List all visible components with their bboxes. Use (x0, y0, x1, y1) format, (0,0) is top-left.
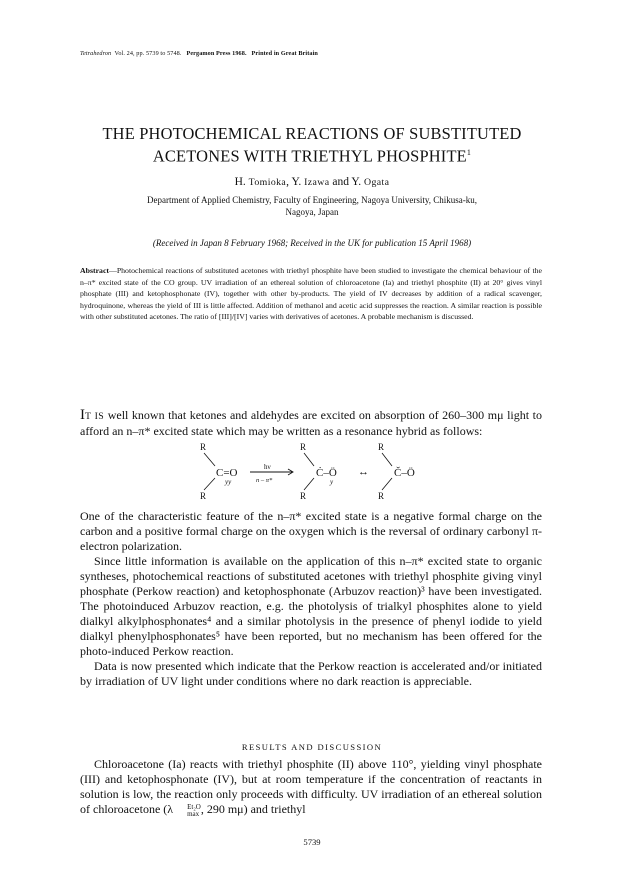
paragraph-intro (80, 408, 542, 439)
scheme-carbonyl-1: C=O (216, 467, 238, 479)
author-1-initial: H. (234, 176, 249, 188)
scheme-excited-2: Č–Ö (394, 467, 415, 479)
journal-citation: Vol. 24, pp. 5739 to 5748. (114, 50, 182, 57)
scheme-r-top-3: R (378, 442, 385, 452)
author-list (0, 176, 624, 188)
intro-text: well known that ketones and aldehydes are excited on absorption of 260–300 mμ light to afford an n–π* excited state which may be written as a resonance hybrid as follows: (80, 408, 542, 438)
scheme-r-top-1: R (200, 442, 207, 452)
scheme-n-pi: n – π* (256, 477, 273, 484)
affiliation-line-2: Nagoya, Japan (285, 206, 339, 217)
abstract-text: —Photochemical reactions of substituted acetones with triethyl phosphite have been studied to investigate the chemical behaviour of the n–π* excited state of the CO group. UV irradiation of an ethereal solution of chloroacetone (Ia) and triethyl phosphite (II) at 20° gives vinyl phosphate (III) and ketophosphonate (IV), together with other by-products. The yield of IV decreases by addition of a radical scavenger, hydroquinone, whereas the yield of III is little affected. Addition of methanol and acetic acid suppresses the reaction. A similar reaction is possible with other substituted acetones. The ratio of [III]/[IV] varies with derivatives of acetones. A probable mechanism is discussed. (80, 266, 542, 321)
title-line-2-text: ACETONES WITH TRIETHYL PHOSPHITE (152, 146, 467, 166)
affiliation (90, 195, 534, 218)
scheme-r-bot-3: R (378, 491, 385, 501)
paragraph-4: Data is now presented which indicate that the Perkow reaction is accelerated and/or initiated by irradiation of UV light under conditions where no dark reaction is appreciable. (80, 659, 542, 688)
scheme-resonance-arrow: ↔ (358, 466, 369, 478)
author-sep-1: , Y. (286, 176, 305, 188)
scheme-y: y (330, 478, 334, 486)
received-dates: (Received in Japan 8 February 1968; Received in the UK for publication 15 April 1968) (152, 238, 472, 248)
scheme-r-bot-2: R (300, 491, 307, 501)
author-3-name: Ogata (363, 177, 390, 188)
journal-name: Tetrahedron (80, 50, 112, 57)
scheme-r-bot-1: R (200, 491, 207, 501)
title-line-1: THE PHOTOCHEMICAL REACTIONS OF SUBSTITUTED (102, 124, 522, 143)
scheme-excited-1: Ċ–Ö (316, 467, 337, 479)
paragraph-3: Since little information is available on the application of this n–π* excited state to organic syntheses, photochemical reactions of substituted acetones with triethyl phosphite giving vinyl phosphate (Perkow reaction) and ketophosphonate (Arbuzov reaction)³ have been investigated. The photoinduced Arbuzov reaction, e.g. the photolysis of trialkyl phosphites alone to yield dialkyl alkylphosphonates⁴ and a similar photolysis in the presence of phenyl iodide to yield dialkyl phenylphosphonates⁵ have been reported, but no mechanism has been offered for the photo-induced Perkow reaction. (80, 554, 542, 658)
results-text: Chloroacetone (Ia) reacts with triethyl phosphite (II) above 110°, yielding vinyl phosphate (III) and ketophosphonate (IV), but at room temperature if the concentration of reactants in solution is low, the reaction only proceeds with difficulty. UV irradiation of an ethereal solution of chloroacetone (λ (80, 757, 542, 816)
paragraph-body (80, 509, 542, 689)
scheme-r-top-2: R (300, 442, 307, 452)
paragraph-2: One of the characteristic feature of the n–π* excited state is a negative formal charge on the carbon and a positive formal charge on the oxygen which is the reversal of ordinary carbonyl π-electron polarization. (80, 509, 542, 553)
resonance-scheme (180, 442, 480, 502)
publisher: Pergamon Press 1968. (186, 50, 247, 57)
lambda-sup: Et₂O (187, 803, 201, 811)
paper-title (0, 124, 624, 165)
paragraph-results (80, 757, 542, 818)
scheme-yy: yy (225, 478, 232, 486)
drop-cap-smallcaps: T IS (85, 411, 105, 422)
printed-in: Printed in Great Britain (251, 50, 318, 57)
results-tail: , 290 mμ) and triethyl (200, 802, 306, 816)
author-2-name: Izawa (304, 177, 330, 188)
author-1-name: Tomioka (248, 177, 287, 188)
abstract-label: Abstract (80, 266, 110, 275)
page-number: 5739 (303, 837, 321, 847)
drop-cap: I (80, 407, 85, 423)
title-footnote-mark: 1 (466, 148, 472, 157)
section-heading: RESULTS AND DISCUSSION (241, 742, 383, 752)
author-sep-2: and Y. (329, 176, 364, 188)
lambda-sub: max (187, 810, 200, 818)
affiliation-line-1: Department of Applied Chemistry, Faculty of Engineering, Nagoya University, Chikusa-ku, (146, 195, 478, 205)
abstract (80, 265, 542, 323)
scheme-hv: hν (264, 463, 271, 471)
running-header (80, 50, 318, 57)
title-line-2 (0, 143, 624, 165)
